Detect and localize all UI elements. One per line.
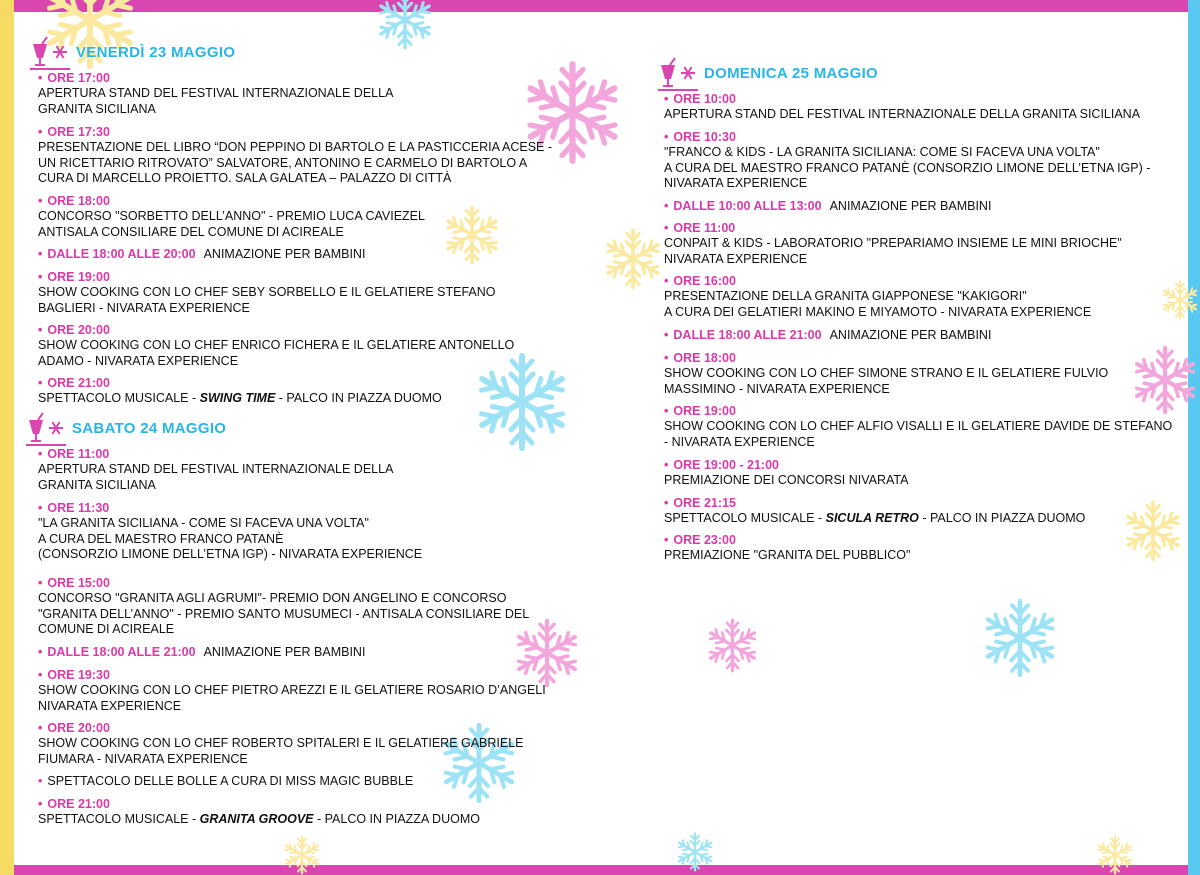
show-name: SWING TIME bbox=[199, 391, 276, 405]
bullet-dot: • bbox=[664, 496, 669, 510]
bullet-dot: • bbox=[38, 376, 43, 390]
day-title: VENERDÌ 23 MAGGIO bbox=[76, 43, 236, 61]
event-item bbox=[664, 129, 1150, 192]
event-description-line: "FRANCO & KIDS - LA GRANITA SICILIANA: COME SI FACEVA UNA VOLTA" bbox=[664, 145, 1100, 159]
event-description-line: PRESENTAZIONE DEL LIBRO “DON PEPPINO DI BARTOLO E LA PASTICCERIA ACESE - bbox=[38, 140, 553, 154]
time-label: ORE 16:00 bbox=[673, 274, 736, 288]
description-prefix: SPETTACOLO MUSICALE - bbox=[38, 812, 200, 826]
event-item bbox=[38, 322, 514, 369]
event-description-line: BAGLIERI - NIVARATA EXPERIENCE bbox=[38, 300, 250, 315]
time-label: ORE 18:00 bbox=[673, 351, 736, 365]
bullet-dot: • bbox=[664, 328, 669, 342]
event-description-line bbox=[664, 511, 1085, 527]
show-name: SICULA RETRO bbox=[825, 511, 919, 525]
time-label: ORE 11:00 bbox=[47, 447, 110, 461]
time-label: ORE 19:00 bbox=[47, 270, 110, 284]
event-time bbox=[664, 273, 1091, 289]
event-item bbox=[38, 70, 393, 117]
event-time bbox=[664, 91, 1140, 107]
time-label: ORE 10:00 bbox=[673, 92, 736, 106]
event-time bbox=[38, 124, 552, 140]
bullet-dot: • bbox=[664, 221, 669, 235]
event-description-line: PREMIAZIONE "GRANITA DEL PUBBLICO" bbox=[664, 548, 911, 562]
time-label: ORE 19:00 bbox=[673, 404, 736, 418]
event-item bbox=[664, 457, 908, 489]
bullet-dot: • bbox=[664, 274, 669, 288]
event-time bbox=[664, 403, 1172, 419]
time-label: ORE 18:00 bbox=[47, 194, 110, 208]
right-border bbox=[1188, 0, 1200, 875]
event-description-line: SHOW COOKING CON LO CHEF PIETRO AREZZI E IL GELATIERE ROSARIO D’ANGELI bbox=[38, 683, 546, 697]
event-description-line: SHOW COOKING CON LO CHEF SIMONE STRANO E IL GELATIERE FULVIO bbox=[664, 366, 1109, 380]
description-prefix: SPETTACOLO MUSICALE - bbox=[38, 391, 200, 405]
description-suffix: - PALCO IN PIAZZA DUOMO bbox=[918, 511, 1086, 525]
show-name: GRANITA GROOVE bbox=[199, 812, 314, 826]
event-time bbox=[664, 350, 1108, 366]
time-label: ORE 10:30 bbox=[673, 130, 736, 144]
time-label: ORE 19:00 - 21:00 bbox=[673, 458, 779, 472]
event-description-line: APERTURA STAND DEL FESTIVAL INTERNAZIONALE DELLA GRANITA SICILIANA bbox=[664, 107, 1141, 121]
event-description-line: PREMIAZIONE DEI CONCORSI NIVARATA bbox=[664, 473, 909, 487]
granita-cup-icon bbox=[658, 57, 698, 89]
time-label: DALLE 18:00 ALLE 21:00 bbox=[673, 328, 822, 342]
bullet-dot: • bbox=[38, 645, 43, 659]
snowflake-icon bbox=[272, 835, 332, 875]
event-time bbox=[664, 129, 1150, 145]
event-description-line: MASSIMINO - NIVARATA EXPERIENCE bbox=[664, 381, 890, 396]
event-text bbox=[38, 773, 413, 789]
time-label: ORE 20:00 bbox=[47, 721, 110, 735]
event-item bbox=[38, 644, 365, 660]
event-item bbox=[38, 720, 524, 767]
event-description-line: "LA GRANITA SICILIANA - COME SI FACEVA UNA VOLTA" bbox=[38, 516, 369, 530]
bullet-dot: • bbox=[38, 668, 43, 682]
bullet-dot: • bbox=[38, 125, 43, 139]
event-time bbox=[38, 644, 365, 660]
event-description-line: APERTURA STAND DEL FESTIVAL INTERNAZIONALE DELLA bbox=[38, 462, 394, 476]
event-time bbox=[664, 457, 908, 473]
event-item bbox=[664, 273, 1091, 320]
snowflake-icon bbox=[705, 618, 760, 673]
event-description-line bbox=[38, 391, 442, 407]
event-description-line: GRANITA SICILIANA bbox=[38, 477, 156, 492]
event-time bbox=[38, 667, 546, 683]
event-description-line: GRANITA SICILIANA bbox=[38, 101, 156, 116]
event-item bbox=[38, 500, 422, 563]
event-item bbox=[664, 350, 1108, 397]
bullet-dot: • bbox=[664, 199, 669, 213]
event-item bbox=[664, 198, 991, 214]
day-title: DOMENICA 25 MAGGIO bbox=[704, 64, 879, 82]
event-description-line: CONCORSO "GRANITA AGLI AGRUMI"- PREMIO DON ANGELINO E CONCORSO bbox=[38, 591, 507, 605]
event-description-line: "GRANITA DELL’ANNO" - PREMIO SANTO MUSUMECI - ANTISALA CONSILIARE DEL bbox=[38, 606, 530, 621]
bullet-dot: • bbox=[38, 71, 43, 85]
event-item bbox=[664, 495, 1085, 527]
bullet-dot: • bbox=[664, 130, 669, 144]
bullet-dot: • bbox=[38, 194, 43, 208]
event-item bbox=[38, 246, 365, 262]
time-label: ORE 21:15 bbox=[673, 496, 736, 510]
day-title: SABATO 24 MAGGIO bbox=[72, 419, 227, 437]
event-item bbox=[664, 532, 910, 564]
event-description-line: - NIVARATA EXPERIENCE bbox=[664, 434, 815, 449]
time-label: DALLE 18:00 ALLE 20:00 bbox=[47, 247, 196, 261]
event-activity: ANIMAZIONE PER BAMBINI bbox=[829, 199, 992, 213]
event-item bbox=[664, 220, 1122, 267]
event-description-line: A CURA DEL MAESTRO FRANCO PATANÈ (CONSORZIO LIMONE DELL’ETNA IGP) - bbox=[664, 160, 1151, 175]
bullet-dot: • bbox=[38, 797, 43, 811]
event-item bbox=[38, 796, 480, 828]
event-item bbox=[38, 124, 552, 187]
event-description-line: SHOW COOKING CON LO CHEF ALFIO VISALLI E IL GELATIERE DAVIDE DE STEFANO bbox=[664, 419, 1173, 433]
event-description-line: A CURA DEI GELATIERI MAKINO E MIYAMOTO - NIVARATA EXPERIENCE bbox=[664, 304, 1092, 319]
event-description-line: CONPAIT & KIDS - LABORATORIO "PREPARIAMO INSIEME LE MINI BRIOCHE" bbox=[664, 236, 1122, 250]
event-description-line: FIUMARA - NIVARATA EXPERIENCE bbox=[38, 751, 248, 766]
snowflake-icon bbox=[1080, 835, 1150, 875]
event-description-line: APERTURA STAND DEL FESTIVAL INTERNAZIONALE DELLA bbox=[38, 86, 394, 100]
day-header-sabato bbox=[26, 412, 226, 444]
bullet-dot: • bbox=[38, 501, 43, 515]
event-time bbox=[664, 220, 1122, 236]
bullet-dot: • bbox=[38, 721, 43, 735]
event-description-line: NIVARATA EXPERIENCE bbox=[664, 176, 808, 190]
event-description-line: COMUNE DI ACIREALE bbox=[38, 622, 175, 636]
event-item bbox=[38, 773, 413, 789]
event-description-line: NIVARATA EXPERIENCE bbox=[664, 251, 808, 266]
bullet-dot: • bbox=[664, 92, 669, 106]
snowflake-icon bbox=[1160, 280, 1200, 320]
bullet-dot: • bbox=[664, 533, 669, 547]
event-description-line: A CURA DEL MAESTRO FRANCO PATANÈ bbox=[38, 531, 284, 546]
bullet-dot: • bbox=[38, 576, 43, 590]
bullet-dot: • bbox=[664, 458, 669, 472]
event-time bbox=[38, 193, 425, 209]
event-item bbox=[38, 667, 546, 714]
event-time bbox=[38, 446, 393, 462]
time-label: ORE 23:00 bbox=[673, 533, 736, 547]
event-description-line: (CONSORZIO LIMONE DELL’ETNA IGP) - NIVARATA EXPERIENCE bbox=[38, 547, 423, 561]
day-header-venerdi bbox=[30, 36, 235, 68]
event-time bbox=[38, 70, 393, 86]
time-label: DALLE 10:00 ALLE 13:00 bbox=[673, 199, 822, 213]
bullet-dot: • bbox=[664, 404, 669, 418]
bullet-dot: • bbox=[38, 774, 43, 788]
time-label: ORE 11:30 bbox=[47, 501, 110, 515]
granita-cup-icon bbox=[30, 36, 70, 68]
time-label: ORE 11:00 bbox=[673, 221, 736, 235]
event-item bbox=[664, 403, 1172, 450]
description-suffix: - PALCO IN PIAZZA DUOMO bbox=[275, 391, 442, 405]
bullet-dot: • bbox=[664, 351, 669, 365]
snowflake-icon bbox=[1122, 500, 1184, 562]
snowflake-icon bbox=[980, 598, 1060, 678]
event-description-line: UN RICETTARIO RITROVATO” SALVATORE, ANTONINO E CARMELO DI BARTOLO A bbox=[38, 155, 528, 170]
description-prefix: SPETTACOLO MUSICALE - bbox=[664, 511, 826, 525]
event-activity: ANIMAZIONE PER BAMBINI bbox=[203, 247, 366, 261]
event-item bbox=[664, 327, 991, 343]
event-description-line: NIVARATA EXPERIENCE bbox=[38, 698, 182, 713]
time-label: DALLE 18:00 ALLE 21:00 bbox=[47, 645, 196, 659]
event-time bbox=[664, 532, 910, 548]
description-suffix: - PALCO IN PIAZZA DUOMO bbox=[313, 812, 480, 826]
event-description-line: PRESENTAZIONE DELLA GRANITA GIAPPONESE "KAKIGORI" bbox=[664, 289, 1027, 303]
event-time bbox=[38, 500, 422, 516]
event-time bbox=[664, 495, 1085, 511]
snowflake-icon bbox=[602, 228, 664, 290]
event-item bbox=[38, 446, 393, 493]
event-time bbox=[38, 322, 514, 338]
event-description-line: SHOW COOKING CON LO CHEF SEBY SORBELLO E IL GELATIERE STEFANO bbox=[38, 285, 496, 299]
left-border bbox=[0, 0, 14, 875]
snowflake-icon bbox=[442, 205, 502, 265]
event-time bbox=[38, 796, 480, 812]
event-description-line bbox=[38, 812, 480, 828]
time-label: ORE 17:30 bbox=[47, 125, 110, 139]
event-time bbox=[38, 575, 529, 591]
event-time bbox=[38, 269, 496, 285]
event-time bbox=[38, 375, 442, 391]
event-activity: ANIMAZIONE PER BAMBINI bbox=[203, 645, 366, 659]
time-label: ORE 21:00 bbox=[47, 797, 110, 811]
event-description-line: CURA DI MARCELLO PROIETTO. SALA GALATEA – PALAZZO DI CITTÀ bbox=[38, 171, 452, 185]
granita-cup-icon bbox=[26, 412, 66, 444]
event-time bbox=[38, 246, 365, 262]
event-item bbox=[38, 193, 425, 240]
event-time bbox=[664, 327, 991, 343]
snowflake-icon bbox=[650, 832, 740, 872]
event-item bbox=[38, 575, 529, 638]
event-description-line: SHOW COOKING CON LO CHEF ENRICO FICHERA E IL GELATIERE ANTONELLO bbox=[38, 338, 515, 352]
event-description-line: SHOW COOKING CON LO CHEF ROBERTO SPITALERI E IL GELATIERE GABRIELE bbox=[38, 736, 524, 750]
bullet-dot: • bbox=[38, 247, 43, 261]
event-time bbox=[38, 720, 524, 736]
bottom-border bbox=[0, 865, 1200, 875]
event-description-line: ANTISALA CONSILIARE DEL COMUNE DI ACIREALE bbox=[38, 224, 344, 239]
snowflake-icon bbox=[360, 0, 450, 50]
day-header-domenica bbox=[658, 57, 878, 89]
event-description-line: ADAMO - NIVARATA EXPERIENCE bbox=[38, 353, 239, 368]
event-time bbox=[664, 198, 991, 214]
bullet-dot: • bbox=[38, 323, 43, 337]
event-description-line: CONCORSO "SORBETTO DELL’ANNO" - PREMIO LUCA CAVIEZEL bbox=[38, 209, 425, 223]
time-label: ORE 15:00 bbox=[47, 576, 110, 590]
event-item bbox=[664, 91, 1140, 123]
event-label: SPETTACOLO DELLE BOLLE A CURA DI MISS MAGIC BUBBLE bbox=[47, 774, 414, 788]
time-label: ORE 19:30 bbox=[47, 668, 110, 682]
time-label: ORE 21:00 bbox=[47, 376, 110, 390]
bullet-dot: • bbox=[38, 270, 43, 284]
time-label: ORE 17:00 bbox=[47, 71, 110, 85]
event-activity: ANIMAZIONE PER BAMBINI bbox=[829, 328, 992, 342]
event-item bbox=[38, 269, 496, 316]
event-item bbox=[38, 375, 442, 407]
time-label: ORE 20:00 bbox=[47, 323, 110, 337]
top-border bbox=[0, 0, 1200, 12]
bullet-dot: • bbox=[38, 447, 43, 461]
